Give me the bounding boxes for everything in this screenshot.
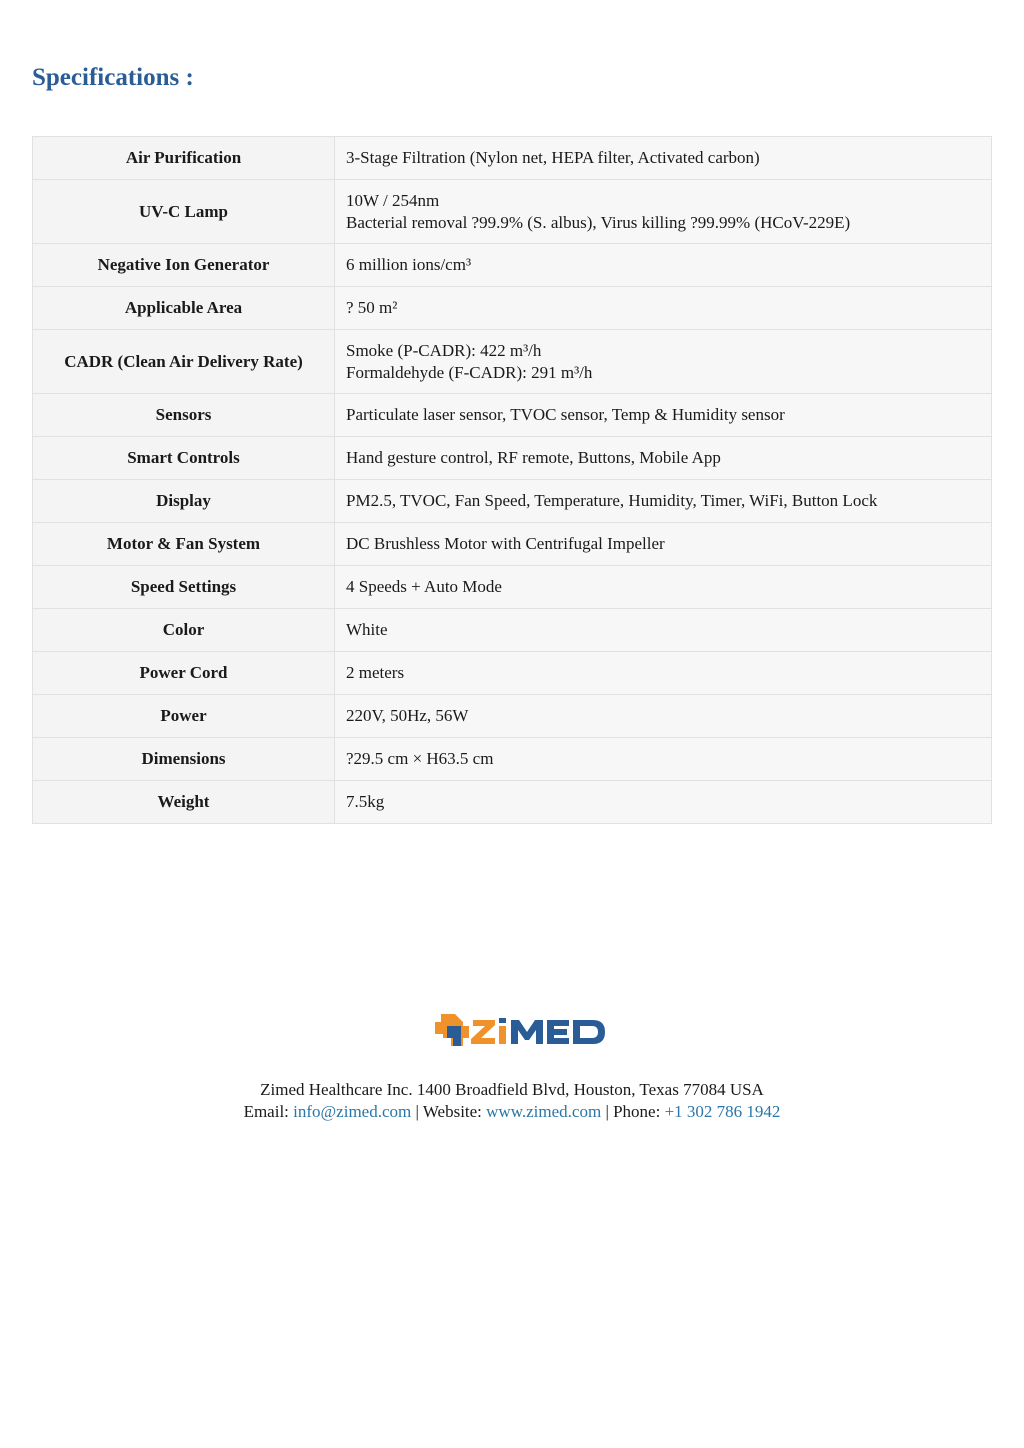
spec-label: Dimensions bbox=[33, 738, 335, 781]
spec-label: Sensors bbox=[33, 394, 335, 437]
spec-row bbox=[33, 437, 992, 480]
spec-value-line: 3-Stage Filtration (Nylon net, HEPA filter, Activated carbon) bbox=[346, 148, 760, 168]
spec-value bbox=[335, 180, 992, 244]
spec-label: Air Purification bbox=[33, 137, 335, 180]
spec-value bbox=[335, 781, 992, 824]
spec-label: Motor & Fan System bbox=[33, 523, 335, 566]
spec-label: CADR (Clean Air Delivery Rate) bbox=[33, 330, 335, 394]
medical-cross-icon bbox=[435, 1014, 469, 1046]
spec-value-line: 2 meters bbox=[346, 663, 405, 683]
spec-row bbox=[33, 523, 992, 566]
spec-value bbox=[335, 738, 992, 781]
spec-row bbox=[33, 695, 992, 738]
spec-row bbox=[33, 330, 992, 394]
spec-value-line: ?29.5 cm × H63.5 cm bbox=[346, 749, 494, 769]
spec-label: UV-C Lamp bbox=[33, 180, 335, 244]
spec-value bbox=[335, 480, 992, 523]
email-label: Email: bbox=[243, 1101, 294, 1121]
spec-value bbox=[335, 566, 992, 609]
phone-label: | Phone: bbox=[601, 1101, 665, 1121]
spec-label: Speed Settings bbox=[33, 566, 335, 609]
spec-value bbox=[335, 137, 992, 180]
phone-link[interactable]: +1 302 786 1942 bbox=[664, 1101, 781, 1121]
spec-value bbox=[335, 394, 992, 437]
spec-label: Power Cord bbox=[33, 652, 335, 695]
footer-contact-line bbox=[0, 1101, 1024, 1123]
spec-value bbox=[335, 695, 992, 738]
spec-row bbox=[33, 566, 992, 609]
spec-value-line: 6 million ions/cm³ bbox=[346, 255, 472, 275]
page-title: Specifications : bbox=[32, 64, 194, 91]
spec-value-line: DC Brushless Motor with Centrifugal Impeller bbox=[346, 534, 665, 554]
spec-value-line: PM2.5, TVOC, Fan Speed, Temperature, Humidity, Timer, WiFi, Button Lock bbox=[346, 491, 878, 511]
spec-label: Color bbox=[33, 609, 335, 652]
spec-label: Applicable Area bbox=[33, 287, 335, 330]
spec-value-line: Bacterial removal ?99.9% (S. albus), Virus killing ?99.99% (HCoV-229E) bbox=[346, 212, 851, 232]
specifications-table bbox=[32, 136, 992, 824]
spec-value-line: Smoke (P-CADR): 422 m³/h bbox=[346, 341, 542, 360]
spec-row bbox=[33, 180, 992, 244]
spec-value-line: Hand gesture control, RF remote, Buttons, Mobile App bbox=[346, 448, 721, 468]
zimed-wordmark bbox=[471, 1018, 605, 1044]
spec-value-line: ? 50 m² bbox=[346, 298, 398, 318]
spec-value-line: Particulate laser sensor, TVOC sensor, Temp & Humidity sensor bbox=[346, 405, 785, 425]
footer-address: Zimed Healthcare Inc. 1400 Broadfield Blvd, Houston, Texas 77084 USA bbox=[260, 1080, 764, 1099]
spec-label: Display bbox=[33, 480, 335, 523]
website-label: | Website: bbox=[411, 1101, 487, 1121]
email-link[interactable]: info@zimed.com bbox=[293, 1101, 412, 1121]
spec-row bbox=[33, 781, 992, 824]
spec-value bbox=[335, 652, 992, 695]
spec-row bbox=[33, 652, 992, 695]
spec-value bbox=[335, 523, 992, 566]
footer bbox=[0, 1079, 1024, 1122]
website-link[interactable]: www.zimed.com bbox=[486, 1101, 602, 1121]
spec-row bbox=[33, 738, 992, 781]
spec-value bbox=[335, 609, 992, 652]
spec-label: Power bbox=[33, 695, 335, 738]
spec-value-line: 10W / 254nm bbox=[346, 191, 440, 210]
spec-label: Negative Ion Generator bbox=[33, 244, 335, 287]
spec-value-line: 220V, 50Hz, 56W bbox=[346, 706, 469, 726]
spec-label: Weight bbox=[33, 781, 335, 824]
spec-value-line: 4 Speeds + Auto Mode bbox=[346, 577, 502, 597]
specifications-table-body bbox=[33, 137, 992, 824]
spec-value bbox=[335, 287, 992, 330]
spec-value-line: White bbox=[346, 620, 388, 640]
spec-row bbox=[33, 394, 992, 437]
spec-value-line: Formaldehyde (F-CADR): 291 m³/h bbox=[346, 362, 593, 382]
spec-row bbox=[33, 287, 992, 330]
spec-value bbox=[335, 437, 992, 480]
spec-value-line: 7.5kg bbox=[346, 792, 385, 812]
spec-row bbox=[33, 480, 992, 523]
spec-value bbox=[335, 330, 992, 394]
spec-row bbox=[33, 137, 992, 180]
spec-row bbox=[33, 244, 992, 287]
spec-value bbox=[335, 244, 992, 287]
spec-row bbox=[33, 609, 992, 652]
spec-label: Smart Controls bbox=[33, 437, 335, 480]
zimed-logo bbox=[433, 1012, 615, 1048]
